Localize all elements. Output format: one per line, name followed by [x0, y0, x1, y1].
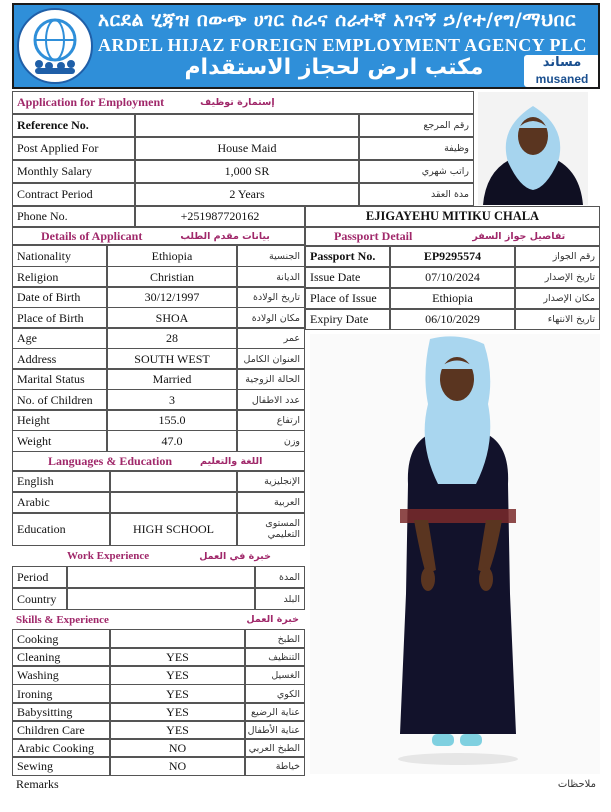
header-title-english: ARDEL HIJAZ FOREIGN EMPLOYMENT AGENCY PLC — [98, 35, 588, 55]
application-title-ar: إستمارة توظيف — [200, 97, 275, 108]
applicant-label-3: Place of Birth — [12, 307, 107, 329]
applicant-portrait-photo — [478, 92, 588, 205]
passport-title-ar: تفاصيل جواز السفر — [472, 231, 566, 242]
english-label: English — [12, 471, 110, 492]
header-title-amharic: አርደል ሂጃዝ በውጭ ሀገር ስራና ሰራተኛ አገናኝ ኃ/የተ/የግ/ማህበር — [98, 9, 577, 31]
applicant-label-5: Address — [12, 348, 107, 370]
expiry-date-label-ar: تاريخ الانتهاء — [515, 309, 600, 330]
musaned-arabic: مساند — [542, 55, 582, 70]
skill-value-0 — [110, 629, 245, 649]
skill-value-6: NO — [110, 738, 245, 758]
contract-label: Contract Period — [12, 183, 135, 206]
place-of-issue-label-ar: مكان الإصدار — [515, 288, 600, 309]
reference-label-ar: رقم المرجع — [359, 114, 474, 137]
applicant-value-3: SHOA — [107, 307, 237, 329]
passport-section-header — [305, 227, 600, 246]
remarks-label: Remarks — [16, 776, 59, 791]
contract-label-ar: مدة العقد — [359, 183, 474, 206]
candidate-name: EJIGAYEHU MITIKU CHALA — [305, 206, 600, 227]
applicant-label-ar-5: العنوان الكامل — [237, 348, 305, 370]
applicant-label-ar-4: عمر — [237, 327, 305, 349]
applicant-label-7: No. of Children — [12, 389, 107, 411]
skill-label-5: Children Care — [12, 720, 110, 740]
languages-section-header — [12, 451, 305, 471]
applicant-label-ar-6: الحالة الزوجية — [237, 368, 305, 390]
applicant-value-5: SOUTH WEST — [107, 348, 237, 370]
post-value: House Maid — [135, 137, 359, 160]
work-section-header — [12, 546, 305, 566]
salary-value: 1,000 SR — [135, 160, 359, 183]
passport-no-label: Passport No. — [305, 246, 390, 267]
expiry-date-value: 06/10/2029 — [390, 309, 515, 330]
passport-no-value: EP9295574 — [390, 246, 515, 267]
skill-label-ar-1: التنظيف — [245, 647, 305, 667]
applicant-label-ar-7: عدد الاطفال — [237, 389, 305, 411]
skill-label-2: Washing — [12, 665, 110, 685]
applicant-value-1: Christian — [107, 266, 237, 288]
post-label: Post Applied For — [12, 137, 135, 160]
english-label-ar: الإنجليزية — [237, 471, 305, 492]
education-value: HIGH SCHOOL — [110, 513, 237, 546]
skill-label-0: Cooking — [12, 629, 110, 649]
skill-value-7: NO — [110, 756, 245, 776]
period-label-ar: المدة — [255, 566, 305, 588]
skill-label-ar-3: الكوي — [245, 684, 305, 704]
applicant-label-8: Height — [12, 409, 107, 431]
country-label-ar: البلد — [255, 588, 305, 610]
applicant-title-ar: بيانات مقدم الطلب — [180, 230, 270, 242]
applicant-value-9: 47.0 — [107, 430, 237, 452]
skill-label-1: Cleaning — [12, 647, 110, 667]
applicant-value-7: 3 — [107, 389, 237, 411]
salary-label: Monthly Salary — [12, 160, 135, 183]
skill-label-ar-7: خياطة — [245, 756, 305, 776]
english-value — [110, 471, 237, 492]
agency-header — [12, 3, 600, 89]
applicant-label-ar-9: وزن — [237, 430, 305, 452]
applicant-label-1: Religion — [12, 266, 107, 288]
work-title-ar: خبرة في العمل — [199, 550, 271, 562]
skill-label-4: Babysitting — [12, 702, 110, 722]
country-label: Country — [12, 588, 67, 610]
musaned-english: musaned — [535, 72, 589, 86]
contract-value: 2 Years — [135, 183, 359, 206]
arabic-label: Arabic — [12, 492, 110, 513]
phone-value: +251987720162 — [135, 206, 305, 227]
applicant-value-6: Married — [107, 368, 237, 390]
period-value — [67, 566, 255, 588]
skills-title-ar: خبرة العمل — [246, 614, 299, 625]
applicant-label-9: Weight — [12, 430, 107, 452]
salary-label-ar: راتب شهري — [359, 160, 474, 183]
skill-label-ar-2: الغسيل — [245, 665, 305, 685]
header-title-arabic: مكتب ارض لحجاز الاستقدام — [184, 55, 484, 80]
applicant-label-ar-2: تاريخ الولادة — [237, 286, 305, 308]
issue-date-value: 07/10/2024 — [390, 267, 515, 288]
education-label: Education — [12, 513, 110, 546]
skills-section-header — [12, 610, 305, 629]
reference-label: Reference No. — [12, 114, 135, 137]
place-of-issue-label: Place of Issue — [305, 288, 390, 309]
applicant-label-ar-3: مكان الولادة — [237, 307, 305, 329]
phone-label: Phone No. — [12, 206, 135, 227]
arabic-value — [110, 492, 237, 513]
arabic-label-ar: العربية — [237, 492, 305, 513]
work-title: Work Experience — [67, 550, 150, 562]
education-label-ar: المستوى التعليمي — [237, 513, 305, 546]
applicant-value-8: 155.0 — [107, 409, 237, 431]
remarks-label-ar: ملاحظات — [557, 778, 596, 790]
applicant-value-4: 28 — [107, 327, 237, 349]
applicant-label-4: Age — [12, 327, 107, 349]
musaned-logo — [524, 55, 600, 87]
applicant-value-0: Ethiopia — [107, 245, 237, 267]
period-label: Period — [12, 566, 67, 588]
skill-label-7: Sewing — [12, 756, 110, 776]
expiry-date-label: Expiry Date — [305, 309, 390, 330]
skill-label-3: Ironing — [12, 684, 110, 704]
skill-value-5: YES — [110, 720, 245, 740]
applicant-label-ar-0: الجنسية — [237, 245, 305, 267]
application-title: Application for Employment — [17, 95, 165, 109]
skill-value-1: YES — [110, 647, 245, 667]
applicant-value-2: 30/12/1997 — [107, 286, 237, 308]
issue-date-label-ar: تاريخ الإصدار — [515, 267, 600, 288]
skill-label-ar-6: الطبخ العربي — [245, 738, 305, 758]
skill-label-6: Arabic Cooking — [12, 738, 110, 758]
applicant-label-2: Date of Birth — [12, 286, 107, 308]
applicant-full-body-photo — [310, 334, 600, 774]
languages-title: Languages & Education — [48, 453, 173, 468]
post-label-ar: وظيفة — [359, 137, 474, 160]
country-value — [67, 588, 255, 610]
applicant-label-ar-8: ارتفاع — [237, 409, 305, 431]
skill-label-ar-5: عناية الأطفال — [245, 720, 305, 740]
passport-no-label-ar: رقم الجواز — [515, 246, 600, 267]
issue-date-label: Issue Date — [305, 267, 390, 288]
skill-value-3: YES — [110, 684, 245, 704]
applicant-label-ar-1: الديانة — [237, 266, 305, 288]
applicant-title: Details of Applicant — [41, 228, 143, 243]
applicant-label-0: Nationality — [12, 245, 107, 267]
skill-value-4: YES — [110, 702, 245, 722]
skill-label-ar-4: عناية الرضيع — [245, 702, 305, 722]
application-section-header — [12, 91, 474, 114]
place-of-issue-value: Ethiopia — [390, 288, 515, 309]
agency-logo-icon — [17, 8, 93, 84]
applicant-label-6: Marital Status — [12, 368, 107, 390]
applicant-section-header — [12, 227, 305, 245]
languages-title-ar: اللغة والتعليم — [200, 455, 263, 467]
remarks-row — [12, 775, 600, 793]
skill-label-ar-0: الطبخ — [245, 629, 305, 649]
reference-value — [135, 114, 359, 137]
passport-title: Passport Detail — [334, 229, 413, 243]
skill-value-2: YES — [110, 665, 245, 685]
skills-title: Skills & Experience — [16, 613, 109, 626]
